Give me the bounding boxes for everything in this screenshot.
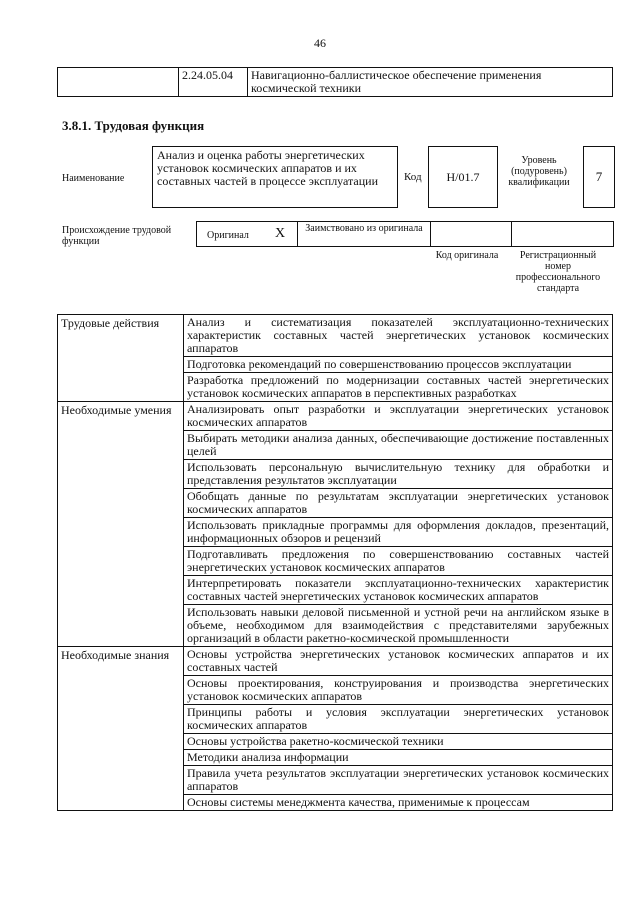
section-title: 3.8.1. Трудовая функция — [62, 118, 205, 133]
table-row — [58, 68, 613, 97]
code-original-cell — [430, 221, 512, 247]
code-value: H/01.7 — [446, 169, 480, 184]
group-label: Трудовые действия — [58, 315, 184, 402]
reg-number-caption: Регистрационный номер профессионального стандарта — [515, 250, 601, 294]
table-cell: Основы проектирования, конструирования и производства энергетических установок космических аппаратов — [184, 676, 613, 705]
table-cell: Основы устройства энергетических установок космических аппаратов и их составных частей — [184, 647, 613, 676]
table-cell: Подготавливать предложения по совершенствованию составных частей энергетических установок космических аппаратов — [184, 547, 613, 576]
table-cell: Основы устройства ракетно-космической техники — [184, 734, 613, 750]
level-value-box — [583, 146, 615, 208]
table-row — [58, 647, 613, 676]
borrowed-label: Заимствовано из оригинала — [305, 223, 423, 234]
table-row — [58, 402, 613, 431]
table-cell: Использовать навыки деловой письменной и устной речи на английском языке в объеме, необходимом для взаимодействия с представителями зарубежных организаций в области ракетно-космической промышленности — [184, 605, 613, 647]
group-label: Необходимые умения — [58, 402, 184, 647]
reg-number-cell — [511, 221, 614, 247]
empty-cell — [58, 68, 179, 97]
table-cell: Разработка предложений по модернизации составных частей энергетических установок космических аппаратов в перспективных разработках — [184, 373, 613, 402]
name-value: Анализ и оценка работы энергетических установок космических аппаратов и их составных частей в процессе эксплуатации — [157, 148, 379, 188]
table-cell: Подготовка рекомендаций по совершенствованию процессов эксплуатации — [184, 357, 613, 373]
original-mark: X — [275, 226, 286, 241]
level-label: Уровень (подуровень) квалификации — [508, 155, 570, 188]
table-cell: Использовать персональную вычислительную технику для обработки и представления результатов эксплуатации — [184, 460, 613, 489]
specialty-code: 2.24.05.04 — [179, 68, 248, 97]
table-cell: Интерпретировать показатели эксплуатационно-технических характеристик составных частей энергетических установок космических аппаратов — [184, 576, 613, 605]
table-cell: Обобщать данные по результатам эксплуатации энергетических установок космических аппаратов — [184, 489, 613, 518]
level-value: 7 — [595, 169, 603, 184]
group-label: Необходимые знания — [58, 647, 184, 811]
table-cell: Правила учета результатов эксплуатации энергетических установок космических аппаратов — [184, 766, 613, 795]
original-cell — [196, 221, 298, 247]
table-cell: Методики анализа информации — [184, 750, 613, 766]
table-cell: Анализировать опыт разработки и эксплуатации энергетических установок космических аппаратов — [184, 402, 613, 431]
name-label: Наименование — [62, 173, 125, 184]
specialty-title: Навигационно-баллистическое обеспечение применения космической техники — [248, 68, 613, 97]
specialty-code-table — [57, 67, 613, 97]
table-row — [58, 315, 613, 357]
original-label: Оригинал — [207, 230, 249, 241]
origin-row — [196, 221, 614, 247]
code-label: Код — [404, 171, 422, 183]
table-cell: Основы системы менеджмента качества, применимые к процессам — [184, 795, 613, 811]
page-number: 46 — [314, 36, 326, 50]
table-cell: Принципы работы и условия эксплуатации энергетических установок космических аппаратов — [184, 705, 613, 734]
borrowed-cell — [297, 221, 431, 247]
table-cell: Анализ и систематизация показателей эксплуатационно-технических характеристик составных частей энергетических установок космических аппаратов — [184, 315, 613, 357]
origin-label: Происхождение трудовой функции — [62, 225, 172, 247]
table-cell: Использовать прикладные программы для оформления докладов, презентаций, информационных обзоров и рецензий — [184, 518, 613, 547]
table-cell: Выбирать методики анализа данных, обеспечивающие достижение поставленных целей — [184, 431, 613, 460]
code-value-box — [428, 146, 498, 208]
code-original-caption: Код оригинала — [435, 250, 499, 261]
labor-function-table — [57, 314, 613, 811]
name-value-box — [152, 146, 398, 208]
